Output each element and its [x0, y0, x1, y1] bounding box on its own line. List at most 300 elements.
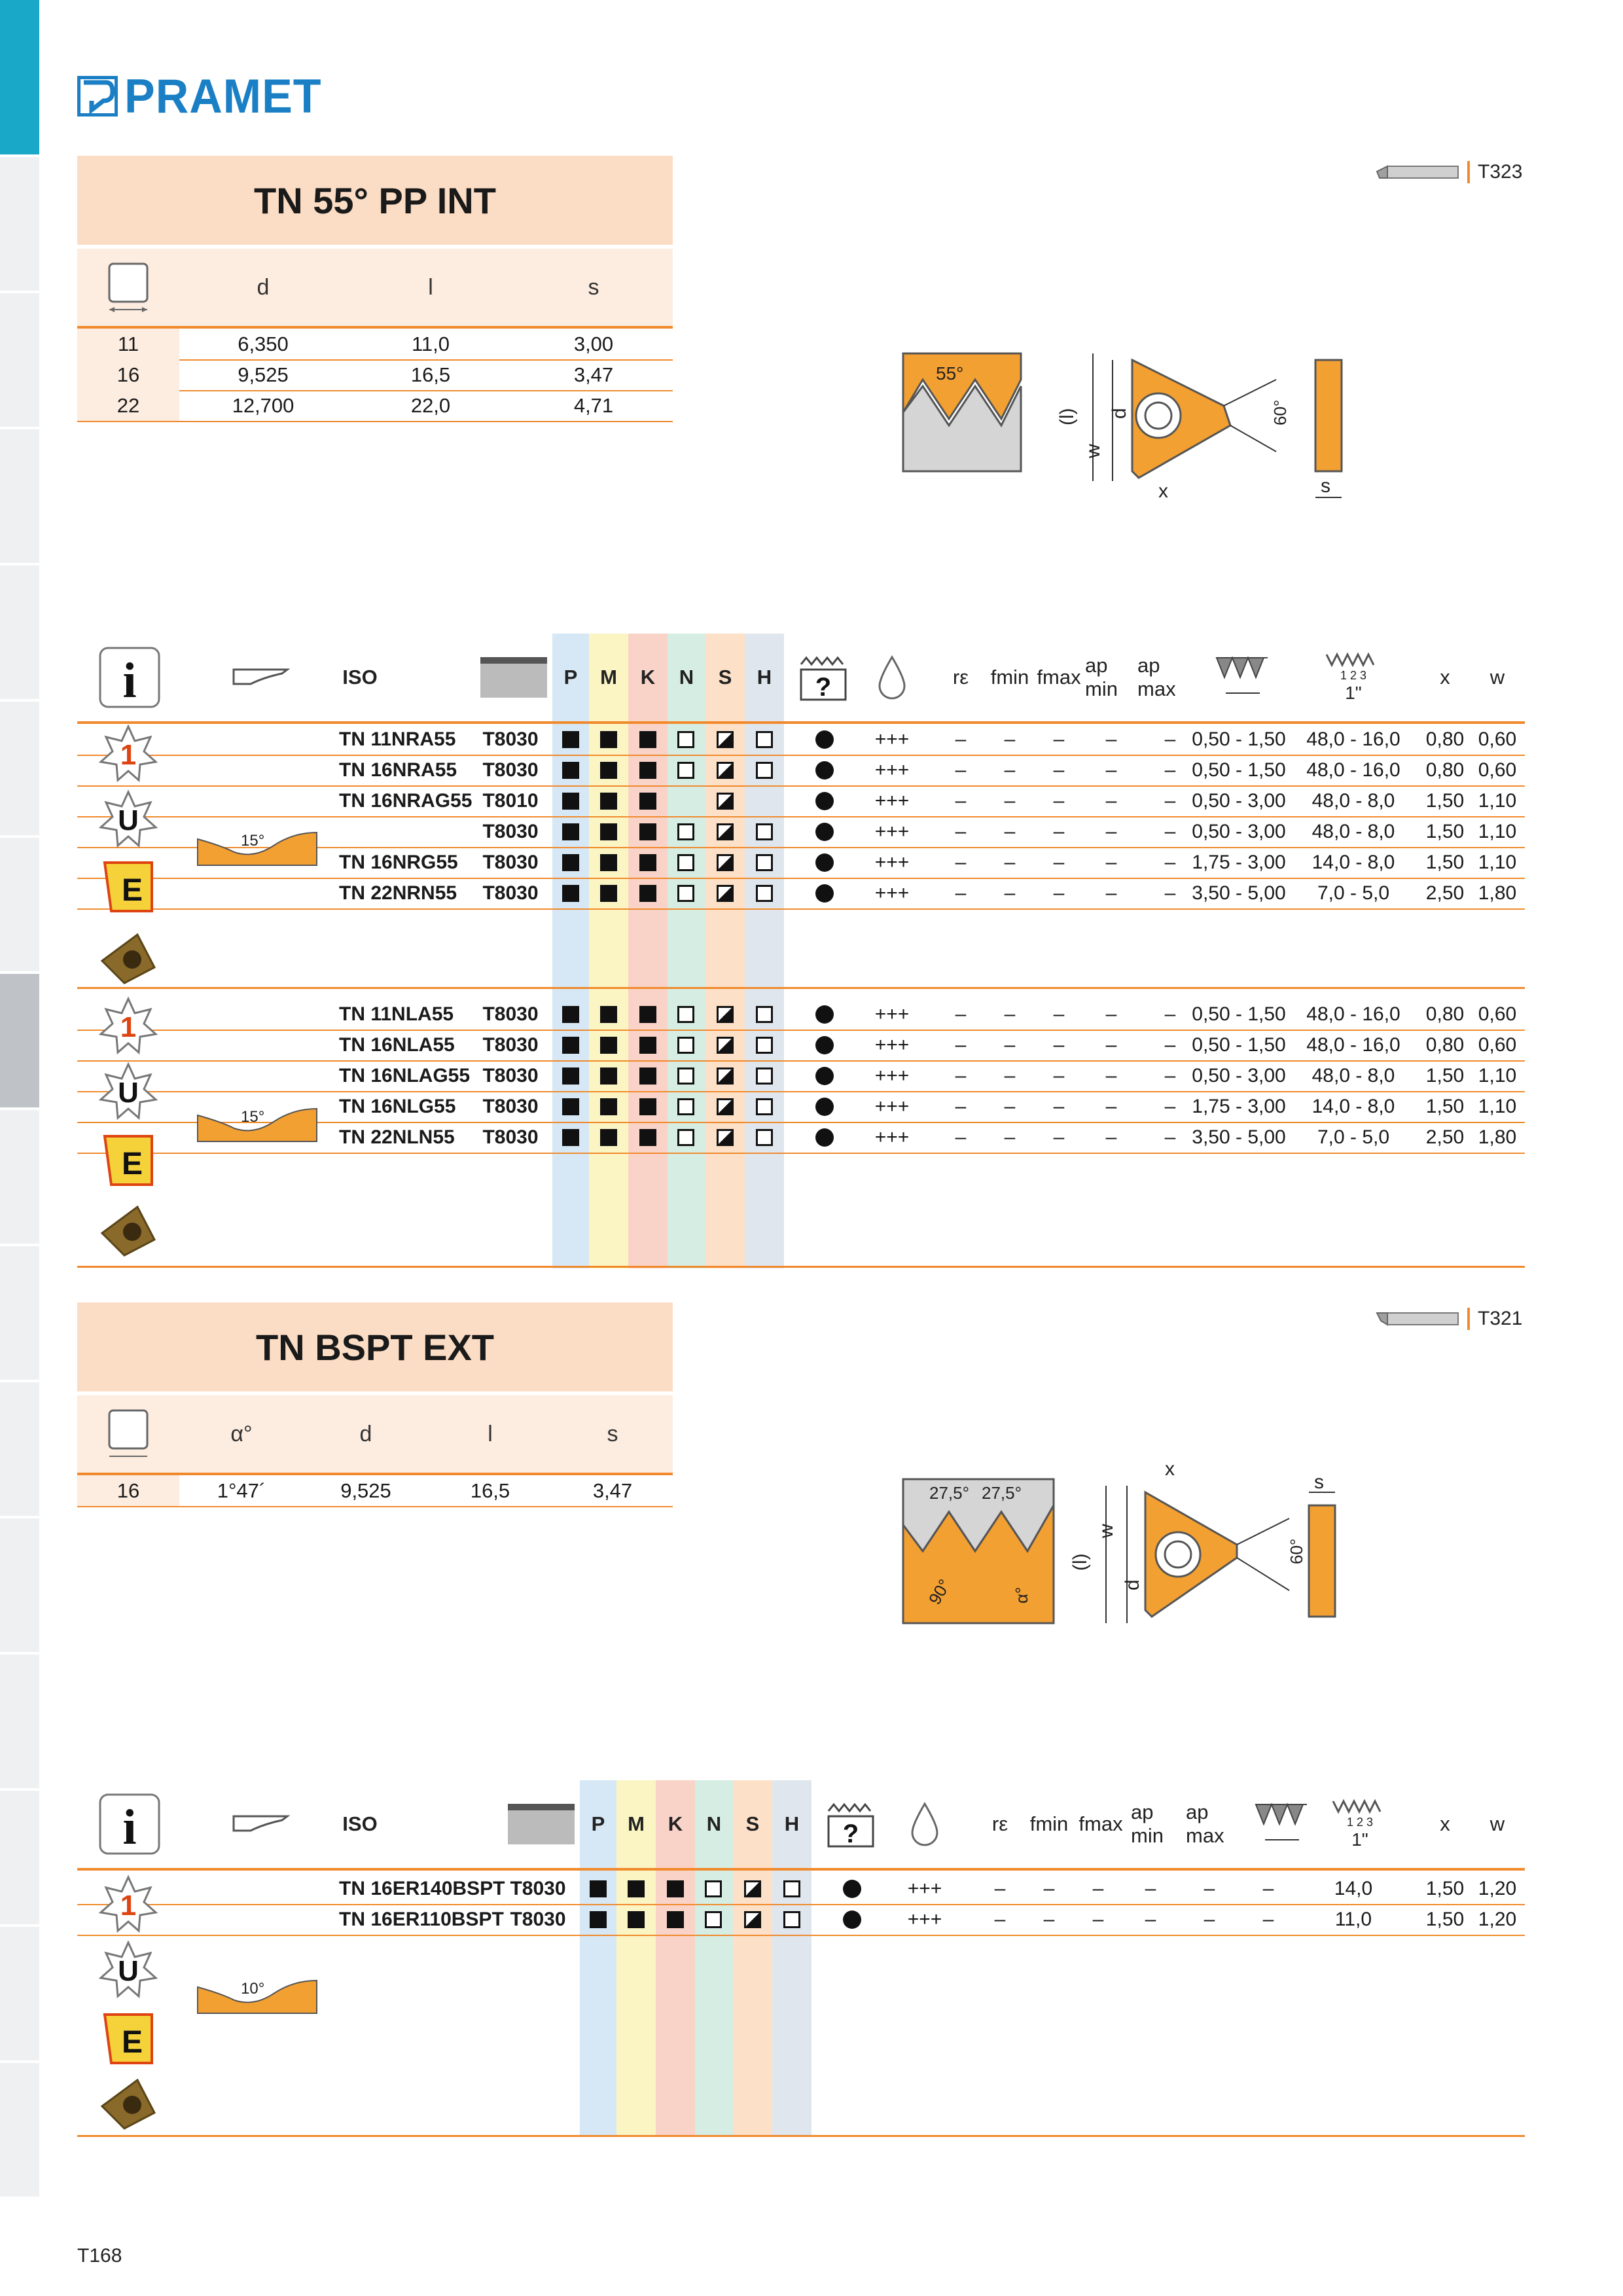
dash: – — [1004, 820, 1016, 842]
material-mark — [562, 885, 579, 902]
material-mark — [600, 1129, 617, 1146]
col-fmin: fmin — [990, 666, 1029, 689]
table-row — [77, 724, 1525, 756]
dash: – — [1145, 1908, 1156, 1930]
dash: – — [1043, 1877, 1055, 1899]
material-mark — [717, 854, 734, 871]
application-dot — [815, 1005, 834, 1024]
material-mark — [639, 1067, 656, 1085]
material-mark — [756, 1098, 773, 1115]
material-cell — [630, 1030, 666, 1060]
col-re: rε — [991, 1812, 1008, 1835]
material-mark — [677, 1129, 694, 1146]
svg-text:15°: 15° — [241, 832, 265, 850]
svg-text:E: E — [121, 873, 143, 908]
svg-text:1: 1 — [120, 1011, 137, 1043]
application-dot-cell — [792, 785, 857, 816]
iso-code: TN 11NLA55 — [339, 1003, 454, 1025]
dash: – — [1164, 1003, 1176, 1025]
mat-P: P — [563, 666, 578, 689]
strip-tab — [0, 1791, 39, 1927]
diagram-d-label: d — [1109, 408, 1130, 419]
dash: – — [1004, 789, 1016, 812]
grade: T8030 — [510, 1908, 566, 1930]
material-cell — [552, 785, 589, 816]
table2-header — [77, 1780, 1525, 1871]
dash: – — [1004, 728, 1016, 750]
material-mark — [667, 1911, 684, 1928]
material-cell — [746, 724, 783, 755]
material-cell — [590, 816, 627, 847]
diagram-insert-angle: 60° — [1270, 399, 1290, 425]
material-cell — [707, 1030, 743, 1060]
grade: T8030 — [482, 728, 539, 750]
material-cell — [695, 1904, 732, 1935]
material-cell — [657, 1904, 694, 1935]
col-apmin: ap min — [1085, 654, 1118, 700]
material-mark — [756, 1067, 773, 1085]
depth-range: 0,50 - 3,00 — [1192, 820, 1286, 842]
application-dot — [815, 853, 834, 872]
w-value: 0,60 — [1478, 1003, 1517, 1025]
material-mark — [600, 1006, 617, 1023]
material-cell — [630, 1060, 666, 1091]
depth-range: 1,75 - 3,00 — [1192, 851, 1286, 873]
application-dot — [815, 792, 834, 810]
material-cell — [590, 785, 627, 816]
svg-text:1: 1 — [120, 739, 137, 771]
strip-tab — [0, 1382, 39, 1518]
section1-ref-label: T323 — [1478, 161, 1523, 183]
dims-s: 3,47 — [573, 363, 614, 386]
material-cell — [580, 1904, 616, 1935]
svg-text:(l): (l) — [1069, 1553, 1091, 1571]
material-cell — [707, 724, 743, 755]
iso-header: ISO — [342, 666, 378, 689]
strip-tab — [0, 2063, 39, 2199]
depth-range: 0,50 - 1,50 — [1192, 1033, 1286, 1056]
material-mark — [677, 1067, 694, 1085]
dash: – — [1145, 1877, 1156, 1899]
table-row — [77, 1060, 1525, 1092]
pitch-range: 48,0 - 8,0 — [1311, 820, 1395, 842]
mat-M: M — [600, 666, 617, 689]
material-mark — [756, 762, 773, 779]
material-mark — [639, 793, 656, 810]
dash: – — [1164, 820, 1176, 842]
material-cell — [590, 1060, 627, 1091]
material-mark — [756, 1006, 773, 1023]
dims-l: 11,0 — [411, 332, 450, 355]
table1-bottom-line — [77, 1266, 1525, 1268]
section1-title-bar — [77, 156, 673, 245]
coolant-value: +++ — [874, 1003, 910, 1025]
dash: – — [1004, 851, 1016, 873]
pitch-range: 14,0 - 8,0 — [1311, 1095, 1395, 1117]
badge-U-icon — [98, 789, 158, 850]
x-value: 1,50 — [1425, 1877, 1465, 1899]
material-mark — [705, 1880, 722, 1897]
material-cell — [668, 1091, 704, 1122]
dash: – — [1053, 1003, 1065, 1025]
application-dot-cell — [792, 999, 857, 1030]
dash: – — [1043, 1908, 1055, 1930]
dash: – — [1204, 1877, 1215, 1899]
strip-tab — [0, 157, 39, 293]
diagram-x-label: x — [1158, 480, 1168, 502]
dims-header-d: d — [257, 274, 270, 300]
svg-text:U: U — [118, 1955, 139, 1987]
dash: – — [1092, 1877, 1104, 1899]
logo-text: PRAMET — [124, 69, 322, 123]
svg-text:x: x — [1165, 1460, 1175, 1480]
material-cell — [590, 1091, 627, 1122]
depth-range: 0,50 - 3,00 — [1192, 1064, 1286, 1086]
material-mark — [562, 1098, 579, 1115]
dash: – — [955, 1064, 967, 1086]
dims-alpha: 1°47´ — [217, 1479, 266, 1502]
iso-header: ISO — [342, 1812, 378, 1835]
x-value: 2,50 — [1425, 1126, 1465, 1148]
x-value: 1,50 — [1425, 1064, 1465, 1086]
svg-text:U: U — [118, 1077, 139, 1109]
insert-photo-icon — [98, 2073, 158, 2134]
iso-code: TN 16ER140BSPT — [339, 1877, 505, 1899]
material-cell — [630, 724, 666, 755]
svg-text:?: ? — [815, 673, 832, 702]
application-dot — [815, 1067, 834, 1085]
dash: – — [955, 789, 967, 812]
page-number: T168 — [77, 2245, 122, 2267]
section1-insert-diagram — [897, 340, 1387, 524]
material-mark — [717, 1098, 734, 1115]
material-mark — [756, 823, 773, 840]
x-value: 0,80 — [1425, 1003, 1465, 1025]
material-mark — [744, 1911, 761, 1928]
dims-s: 3,47 — [592, 1479, 633, 1502]
material-cell — [746, 1091, 783, 1122]
material-cell — [695, 1873, 732, 1904]
mat-H: H — [784, 1812, 800, 1835]
dash: – — [1164, 759, 1176, 781]
material-cell — [774, 1873, 810, 1904]
svg-text:?: ? — [842, 1820, 859, 1848]
material-cell — [630, 999, 666, 1030]
material-cell — [746, 1060, 783, 1091]
material-cell — [668, 785, 704, 816]
material-cell — [580, 1873, 616, 1904]
x-value: 1,50 — [1425, 789, 1465, 812]
material-cell — [552, 1091, 589, 1122]
grade: T8030 — [482, 1095, 539, 1117]
dash: – — [1053, 820, 1065, 842]
application-dot-cell — [792, 755, 857, 785]
material-cell — [590, 847, 627, 878]
pitch-range: 7,0 - 5,0 — [1317, 882, 1390, 904]
material-cell — [774, 1904, 810, 1935]
dash: – — [1105, 1033, 1117, 1056]
profile-15-icon — [195, 826, 319, 872]
material-mark — [562, 1006, 579, 1023]
application-dot-cell — [819, 1904, 885, 1935]
material-mark — [562, 823, 579, 840]
col-fmax: fmax — [1037, 666, 1081, 689]
material-cell — [630, 878, 666, 908]
application-dot-cell — [792, 847, 857, 878]
material-mark — [639, 885, 656, 902]
material-mark — [717, 1037, 734, 1054]
material-mark — [639, 1129, 656, 1146]
material-cell — [746, 816, 783, 847]
material-cell — [590, 878, 627, 908]
strip-tab — [0, 1246, 39, 1382]
svg-text:d: d — [1122, 1579, 1143, 1590]
dims-row — [77, 329, 673, 361]
material-cell — [552, 724, 589, 755]
dims-size: 22 — [77, 390, 179, 421]
application-dot — [815, 1098, 834, 1116]
material-mark — [639, 1037, 656, 1054]
badge-U-icon — [98, 1062, 158, 1122]
chipbreaker-icon — [228, 634, 293, 721]
material-mark — [600, 823, 617, 840]
dash: – — [1004, 1033, 1016, 1056]
material-mark — [639, 731, 656, 748]
svg-text:27,5°: 27,5° — [982, 1483, 1022, 1503]
dash: – — [1105, 1064, 1117, 1086]
material-cell — [746, 755, 783, 785]
material-mark — [562, 854, 579, 871]
material-mark — [639, 854, 656, 871]
col-w: w — [1489, 1812, 1505, 1835]
material-mark — [717, 731, 734, 748]
section2-ref — [1374, 1308, 1522, 1330]
dash: – — [1105, 882, 1117, 904]
pitch-range: 48,0 - 8,0 — [1311, 1064, 1395, 1086]
grade: T8030 — [482, 1126, 539, 1148]
application-dot — [815, 884, 834, 903]
iso-code: TN 16NRG55 — [339, 851, 458, 873]
application-dot-cell — [792, 724, 857, 755]
material-mark — [600, 854, 617, 871]
col-w: w — [1489, 666, 1505, 689]
table-row — [77, 785, 1525, 817]
material-mark — [783, 1880, 800, 1897]
strip-tab — [0, 838, 39, 974]
material-cell — [746, 847, 783, 878]
svg-text:i: i — [122, 653, 137, 708]
material-mark — [783, 1911, 800, 1928]
x-value: 1,50 — [1425, 1095, 1465, 1117]
material-cell — [590, 999, 627, 1030]
dash: – — [994, 1877, 1006, 1899]
material-mark — [677, 854, 694, 871]
x-value: 0,80 — [1425, 759, 1465, 781]
dash: – — [1092, 1908, 1104, 1930]
material-mark — [600, 731, 617, 748]
mat-P: P — [591, 1812, 605, 1835]
badge-E-icon — [98, 2008, 158, 2068]
dash: – — [1053, 1033, 1065, 1056]
profile-angle-label: 55° — [936, 363, 964, 384]
application-dot — [843, 1880, 861, 1898]
insert-photo-icon — [98, 1200, 158, 1261]
mat-M: M — [628, 1812, 645, 1835]
insert-photo-icon — [98, 928, 158, 988]
table-row — [77, 1030, 1525, 1062]
material-cell — [552, 847, 589, 878]
coolant-value: +++ — [907, 1908, 942, 1930]
col-re: rε — [952, 666, 969, 689]
grade: T8030 — [482, 1064, 539, 1086]
dims-header-s: s — [588, 274, 599, 300]
material-mark — [600, 1098, 617, 1115]
material-cell — [552, 755, 589, 785]
dash: – — [1105, 820, 1117, 842]
material-mark — [756, 1129, 773, 1146]
dash: – — [1105, 1003, 1117, 1025]
material-mark — [756, 885, 773, 902]
dash: – — [955, 882, 967, 904]
dash: – — [1105, 759, 1117, 781]
dash: – — [1053, 1064, 1065, 1086]
material-mark — [677, 823, 694, 840]
dims-s: 3,00 — [573, 332, 614, 355]
material-cell — [734, 1904, 771, 1935]
dash: – — [1004, 1003, 1016, 1025]
material-mark — [667, 1880, 684, 1897]
dash: – — [955, 1003, 967, 1025]
dims-d: 9,525 — [238, 363, 289, 386]
iso-code: TN 22NRN55 — [339, 882, 457, 904]
dash: – — [1262, 1908, 1274, 1930]
grade: T8030 — [482, 882, 539, 904]
material-cell — [746, 1030, 783, 1060]
material-mark — [562, 762, 579, 779]
material-mark — [717, 793, 734, 810]
material-cell — [668, 724, 704, 755]
coolant-value: +++ — [874, 789, 910, 812]
material-mark — [628, 1880, 645, 1897]
depth-range: 0,50 - 1,50 — [1192, 728, 1286, 750]
material-mark — [677, 762, 694, 779]
brand-logo — [77, 69, 322, 123]
dash: – — [1004, 1095, 1016, 1117]
pitch-range-icon — [1203, 634, 1281, 721]
material-mark — [705, 1911, 722, 1928]
coolant-value: +++ — [907, 1877, 942, 1899]
material-cell — [552, 878, 589, 908]
pitch-range-icon — [1242, 1780, 1321, 1868]
mat-S: S — [718, 666, 732, 689]
material-cell — [590, 1122, 627, 1153]
strip-tab — [0, 293, 39, 429]
material-cell — [707, 847, 743, 878]
question-icon — [791, 634, 856, 721]
pitch-range: 11,0 — [1334, 1908, 1372, 1930]
material-cell — [618, 1904, 654, 1935]
dims-l: 16,5 — [410, 363, 451, 386]
diagram-s-label: s — [1321, 475, 1330, 497]
svg-text:w: w — [1096, 1524, 1117, 1538]
material-mark — [677, 1098, 694, 1115]
material-cell — [707, 785, 743, 816]
material-mark — [562, 793, 579, 810]
material-mark — [562, 1067, 579, 1085]
pitch-range: 7,0 - 5,0 — [1317, 1126, 1390, 1148]
strip-tab — [0, 702, 39, 838]
grade: T8030 — [482, 759, 539, 781]
table-row — [77, 755, 1525, 787]
material-mark — [590, 1880, 607, 1897]
logo-mark-icon — [77, 76, 118, 117]
dims-size: 16 — [77, 359, 179, 390]
col-fmin: fmin — [1029, 1812, 1069, 1835]
section2-title-bar — [77, 1302, 673, 1391]
grade-icon — [478, 634, 550, 721]
material-mark — [600, 793, 617, 810]
dash: – — [955, 1033, 967, 1056]
material-cell — [707, 1091, 743, 1122]
badge-1-icon — [98, 996, 158, 1056]
profile-15-icon — [195, 1102, 319, 1148]
material-mark — [639, 762, 656, 779]
dash: – — [1105, 1126, 1117, 1148]
iso-code: TN 16NLAG55 — [339, 1064, 471, 1086]
coolant-value: +++ — [874, 851, 910, 873]
dash: – — [1105, 1095, 1117, 1117]
strip-tab-current — [0, 974, 39, 1110]
application-dot — [815, 730, 834, 749]
material-cell — [668, 1060, 704, 1091]
material-cell — [707, 816, 743, 847]
dims-d: 9,525 — [340, 1479, 391, 1502]
material-mark — [677, 1006, 694, 1023]
pitch-range: 48,0 - 8,0 — [1311, 789, 1395, 812]
table-row — [77, 1873, 1525, 1905]
strip-tab — [0, 1655, 39, 1791]
material-cell — [630, 755, 666, 785]
coolant-value: +++ — [874, 1033, 910, 1056]
tpi-header: 1 2 3 1" — [1321, 1780, 1399, 1868]
w-value: 1,10 — [1478, 851, 1517, 873]
info-icon — [97, 634, 162, 721]
application-dot-cell — [792, 878, 857, 908]
tpi-header: 1 2 3 1" — [1308, 634, 1399, 721]
dash: – — [1004, 882, 1016, 904]
dash: – — [1164, 1126, 1176, 1148]
depth-range: 0,50 - 1,50 — [1192, 759, 1286, 781]
material-cell — [746, 785, 783, 816]
iso-code: TN 16NRA55 — [339, 759, 457, 781]
dash: – — [1053, 882, 1065, 904]
dash: – — [1004, 759, 1016, 781]
material-cell — [630, 785, 666, 816]
coolant-value: +++ — [874, 882, 910, 904]
iso-code — [339, 816, 483, 847]
col-x: x — [1440, 666, 1450, 689]
profile-10-icon — [195, 1974, 319, 2020]
depth-range: 0,50 - 3,00 — [1192, 789, 1286, 812]
section2-dims-header — [77, 1395, 673, 1475]
dash: – — [955, 820, 967, 842]
grade: T8010 — [482, 789, 539, 812]
diagram-w-label: w — [1082, 444, 1104, 458]
mat-K: K — [640, 666, 656, 689]
col-apmax: ap max — [1137, 654, 1176, 700]
material-mark — [677, 731, 694, 748]
application-dot — [843, 1910, 861, 1929]
